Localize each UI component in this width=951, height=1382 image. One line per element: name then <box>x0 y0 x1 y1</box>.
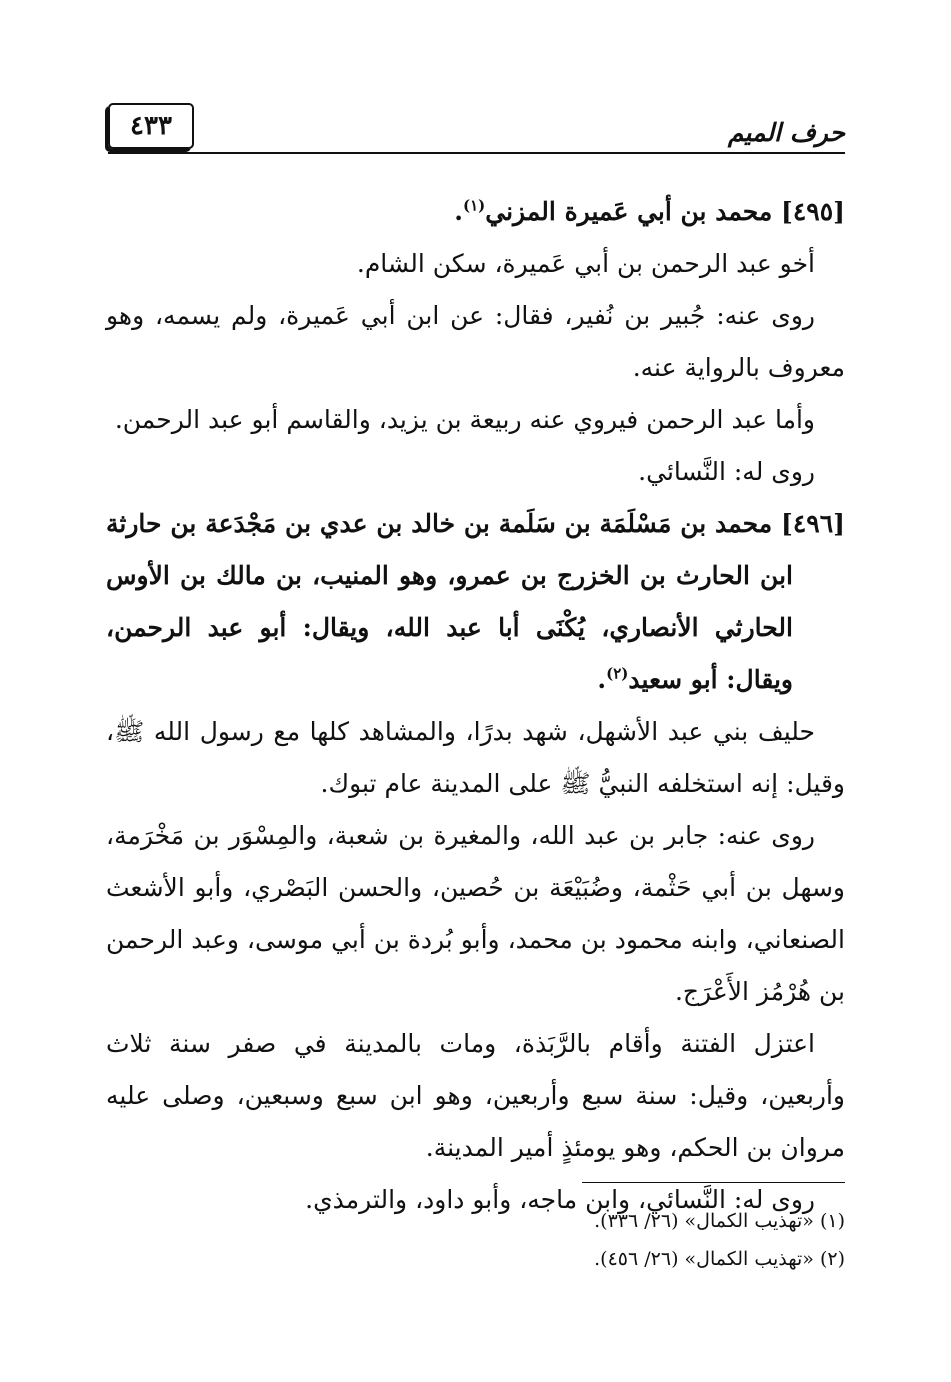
footnote-rule <box>582 1182 845 1183</box>
header-rule <box>108 152 845 154</box>
entry-495-heading: [٤٩٥] محمد بن أبي عَميرة المزني$^{(١)}$. <box>454 196 845 226</box>
entry-496-paragraph: اعتزل الفتنة وأقام بالرَّبَذة، ومات بالمدينة في صفر سنة ثلاث وأربعين، وقيل: سنة سبع وأربعين، وهو ابن سبع وسبعين، وصلى عليه مروان بن الحكم، وهو يومئذٍ أمير المدينة. <box>106 1029 845 1162</box>
footnote-ref-2: (٢) <box>606 664 629 683</box>
footnote-2: (٢) «تهذيب الكمال» (٢٦/ ٤٥٦). <box>594 1248 845 1270</box>
running-header-title: حرف الميم <box>727 118 845 147</box>
entry-496-heading: [٤٩٦] محمد بن مَسْلَمَة بن سَلَمة بن خالد بن عدي بن مَجْدَعة بن حارثة ابن الحارث بن الخزرج بن عمرو، وهو المنيب، بن مالك بن الأوس الحارثي الأنصاري، يُكْنَى أبا عبد الله، ويقال: أبو عبد الرحمن، ويقال: أبو سعيد$^{(٢)}$. <box>106 509 845 694</box>
entry-495-paragraph: روى عنه: جُبير بن نُفير، فقال: عن ابن أبي عَميرة، ولم يسمه، وهو معروف بالرواية عنه. <box>106 301 845 382</box>
footnote-ref-1: (١) <box>462 196 486 215</box>
entry-495-paragraph: روى له: النَّسائي. <box>638 457 815 486</box>
main-text <box>106 186 845 1226</box>
entry-496-paragraph: روى له: النَّسائي، وابن ماجه، وأبو داود، والترمذي. <box>305 1185 815 1214</box>
footnotes <box>106 1202 845 1278</box>
entry-496-paragraph: حليف بني عبد الأشهل، شهد بدرًا، والمشاهد كلها مع رسول الله ﷺ، وقيل: إنه استخلفه النبيُّ ﷺ على المدينة عام تبوك. <box>106 717 845 798</box>
entry-495-paragraph: وأما عبد الرحمن فيروي عنه ربيعة بن يزيد، والقاسم أبو عبد الرحمن. <box>114 405 815 434</box>
page-number-box: ٤٣٣ <box>108 103 194 149</box>
entry-496-paragraph: روى عنه: جابر بن عبد الله، والمغيرة بن شعبة، والمِسْوَر بن مَخْرَمة، وسهل بن أبي حَثْمة، وضُبَيْعَة بن حُصين، والحسن البَصْري، وأبو الأشعث الصنعاني، وابنه محمود بن محمد، وأبو بُردة بن أبي موسى، وعبد الرحمن بن هُرْمُز الأَعْرَج. <box>106 821 845 1006</box>
footnote-1: (١) «تهذيب الكمال» (٢٦/ ٣٣٦). <box>594 1210 845 1232</box>
entry-495-paragraph: أخو عبد الرحمن بن أبي عَميرة، سكن الشام. <box>356 249 815 278</box>
